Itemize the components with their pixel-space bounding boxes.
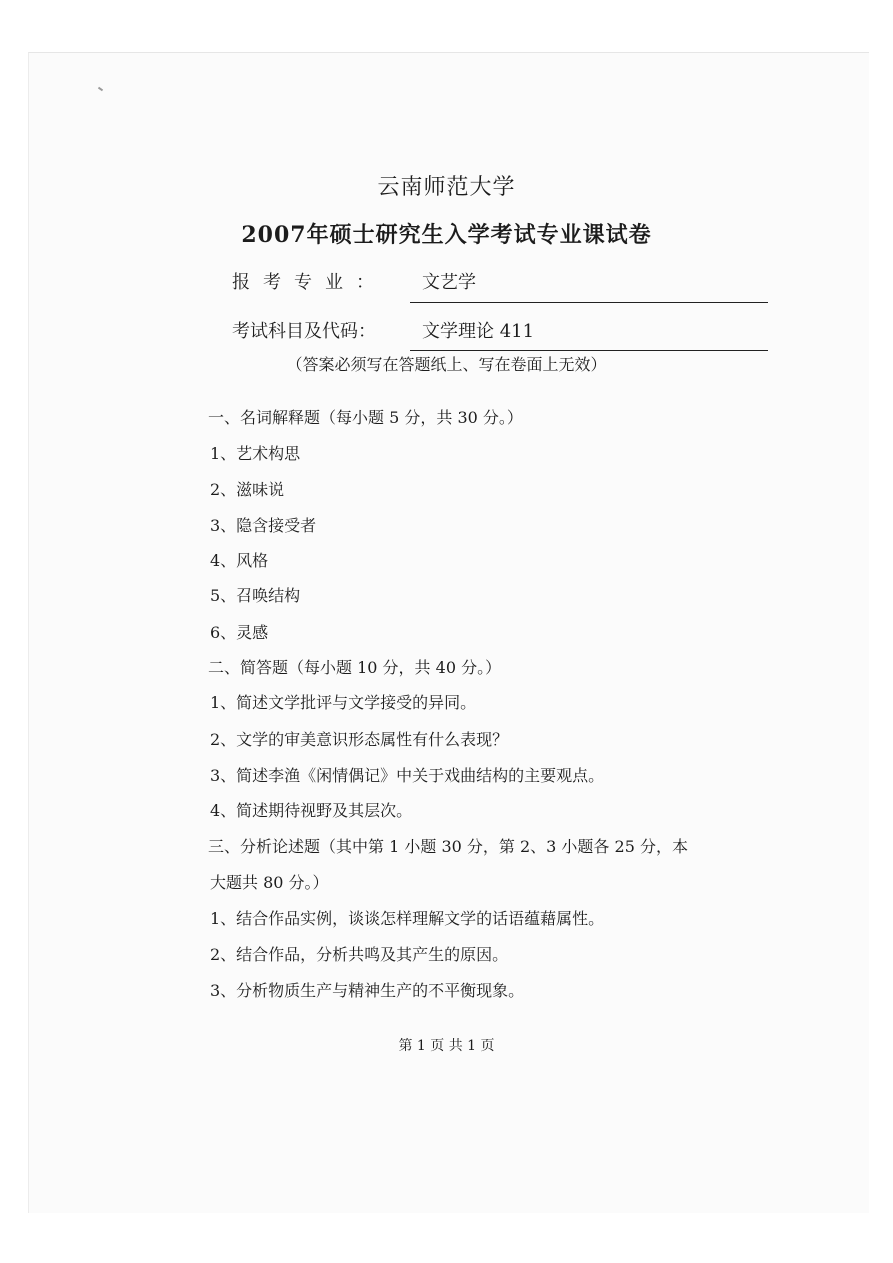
section-3-note: （其中第 1 小题 30 分，第 2、3 小题各 25 分，本	[320, 837, 688, 856]
section-3-heading: 三、分析论述题	[208, 837, 321, 856]
question-item: 4、风格	[210, 551, 269, 570]
subject-value: 文学理论 411	[422, 321, 535, 342]
section-2-heading: 二、简答题	[208, 658, 289, 677]
major-underline	[410, 302, 768, 303]
question-item: 3、分析物质生产与精神生产的不平衡现象。	[210, 981, 525, 1000]
page-footer: 第 1 页 共 1 页	[398, 1038, 495, 1054]
section-3-header	[208, 834, 688, 857]
major-value: 文艺学	[422, 272, 476, 293]
section-2-header	[208, 655, 501, 678]
question-item: 5、召唤结构	[210, 586, 301, 605]
question-item: 6、灵感	[210, 623, 269, 642]
question-item: 2、滋味说	[210, 480, 285, 499]
question-item: 4、简述期待视野及其层次。	[210, 801, 413, 820]
question-item: 3、简述李渔《闲情偶记》中关于戏曲结构的主要观点。	[210, 766, 605, 785]
question-item: 1、艺术构思	[210, 444, 301, 463]
question-item: 1、简述文学批评与文学接受的异同。	[210, 693, 477, 712]
question-item: 3、隐含接受者	[210, 516, 317, 535]
subject-label: 考试科目及代码：	[232, 321, 376, 342]
major-label: 报考专业：	[232, 272, 387, 293]
question-item: 2、结合作品，分析共鸣及其产生的原因。	[210, 945, 509, 964]
section-2-note: （每小题 10 分，共 40 分。）	[288, 658, 502, 677]
question-item: 1、结合作品实例，谈谈怎样理解文学的话语蕴藉属性。	[210, 909, 605, 928]
section-1-heading: 一、名词解释题	[208, 408, 321, 427]
section-3-note-continued: 大题共 80 分。）	[210, 873, 329, 892]
question-item: 2、文学的审美意识形态属性有什么表现？	[210, 730, 509, 749]
subject-underline	[410, 350, 768, 351]
section-1-note: （每小题 5 分，共 30 分。）	[320, 408, 523, 427]
answer-notice: （答案必须写在答题纸上、写在卷面上无效）	[286, 355, 607, 374]
section-1-header	[208, 405, 523, 428]
exam-title: 2007年硕士研究生入学考试专业课试卷	[241, 222, 652, 248]
university-title: 云南师范大学	[377, 175, 516, 200]
